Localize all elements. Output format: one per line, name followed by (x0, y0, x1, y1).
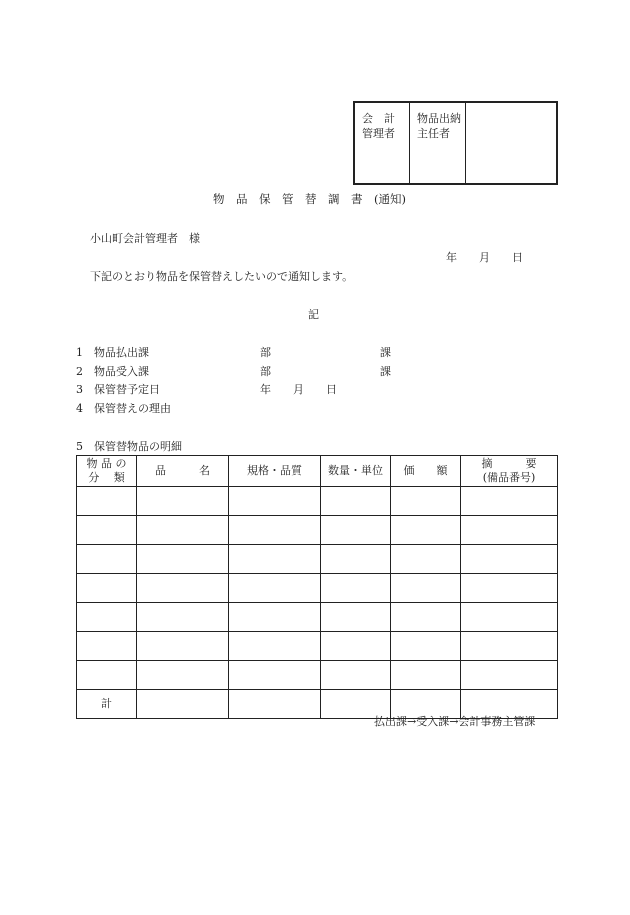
table-cell[interactable] (77, 516, 137, 545)
header-category (77, 456, 137, 487)
table-cell[interactable] (77, 545, 137, 574)
table-cell[interactable] (229, 574, 321, 603)
table-cell[interactable] (391, 545, 461, 574)
table-row (77, 603, 558, 632)
header-line: 分 類 (88, 471, 125, 484)
approval-box (353, 101, 558, 185)
total-label: 計 (77, 690, 137, 719)
approval-label-line: 会 計 (362, 112, 395, 125)
table-cell[interactable] (137, 487, 229, 516)
table-cell[interactable] (229, 632, 321, 661)
table-cell[interactable] (391, 661, 461, 690)
header-line: (備品番号) (482, 471, 536, 484)
table-cell[interactable] (461, 487, 558, 516)
approval-cell-property-officer (410, 103, 466, 183)
table-cell[interactable] (391, 516, 461, 545)
table-cell[interactable] (391, 632, 461, 661)
table-cell[interactable] (137, 516, 229, 545)
table-cell[interactable] (137, 545, 229, 574)
table-cell[interactable] (229, 603, 321, 632)
table-header-row (77, 456, 558, 487)
table-cell[interactable] (391, 487, 461, 516)
item-1-label: 物品払出課 (94, 346, 149, 359)
addressee: 小山町会計管理者 様 (90, 232, 200, 245)
table-cell[interactable] (461, 632, 558, 661)
date-line: 年 月 日 (446, 251, 523, 264)
table-cell[interactable] (391, 603, 461, 632)
approval-cell-accounting-manager (355, 103, 410, 183)
item-2-ka: 課 (380, 365, 391, 378)
table-cell[interactable] (77, 632, 137, 661)
detail-heading-label: 保管替物品の明細 (94, 440, 182, 453)
approval-label-line: 管理者 (362, 127, 395, 140)
table-cell[interactable] (321, 516, 391, 545)
document-title: 物 品 保 管 替 調 書 (通知) (213, 192, 406, 206)
table-cell[interactable] (321, 603, 391, 632)
intro-text: 下記のとおり物品を保管替えしたいので通知します。 (90, 270, 354, 283)
table-cell[interactable] (229, 545, 321, 574)
approval-label-line: 主任者 (417, 127, 450, 140)
table-row (77, 661, 558, 690)
table-row (77, 574, 558, 603)
item-1-bu: 部 (260, 346, 271, 359)
header-line: 摘 要 (481, 457, 537, 470)
item-4-number: 4 (76, 402, 83, 415)
item-2-label: 物品受入課 (94, 365, 149, 378)
header-spec-quality: 規格・品質 (229, 456, 321, 487)
approval-seal-space (466, 103, 556, 183)
item-3-date: 年 月 日 (260, 383, 337, 396)
table-row (77, 545, 558, 574)
table-cell[interactable] (229, 661, 321, 690)
table-cell[interactable] (321, 574, 391, 603)
item-4-label: 保管替えの理由 (94, 402, 171, 415)
item-2-number: 2 (76, 365, 83, 378)
table-cell[interactable] (137, 603, 229, 632)
table-cell[interactable] (77, 661, 137, 690)
table-cell[interactable] (137, 632, 229, 661)
table-cell[interactable] (77, 574, 137, 603)
item-1-number: 1 (76, 346, 83, 359)
table-cell[interactable] (229, 516, 321, 545)
table-cell[interactable] (321, 487, 391, 516)
table-row (77, 516, 558, 545)
table-cell[interactable] (229, 690, 321, 719)
item-2-bu: 部 (260, 365, 271, 378)
ki-mark: 記 (308, 308, 319, 321)
table-cell[interactable] (461, 603, 558, 632)
table-row (77, 487, 558, 516)
table-cell[interactable] (77, 487, 137, 516)
item-3-label: 保管替予定日 (94, 383, 160, 396)
approval-label-line: 物品出納 (417, 112, 461, 125)
table-cell[interactable] (137, 690, 229, 719)
header-remarks (461, 456, 558, 487)
header-amount: 価 額 (391, 456, 461, 487)
table-cell[interactable] (461, 516, 558, 545)
table-cell[interactable] (461, 545, 558, 574)
table-cell[interactable] (321, 545, 391, 574)
header-line: 物 品 の (86, 457, 127, 470)
routing-note: 払出課→受入課→会計事務主管課 (374, 715, 536, 728)
header-item-name: 品 名 (137, 456, 229, 487)
table-cell[interactable] (321, 661, 391, 690)
detail-heading-number: 5 (76, 440, 83, 453)
table-cell[interactable] (321, 632, 391, 661)
table-cell[interactable] (461, 574, 558, 603)
table-cell[interactable] (461, 661, 558, 690)
table-cell[interactable] (137, 661, 229, 690)
table-cell[interactable] (391, 574, 461, 603)
table-cell[interactable] (77, 603, 137, 632)
item-3-number: 3 (76, 383, 83, 396)
detail-table (76, 455, 558, 719)
item-1-ka: 課 (380, 346, 391, 359)
header-quantity-unit: 数量・単位 (321, 456, 391, 487)
table-row (77, 632, 558, 661)
table-cell[interactable] (229, 487, 321, 516)
table-cell[interactable] (137, 574, 229, 603)
